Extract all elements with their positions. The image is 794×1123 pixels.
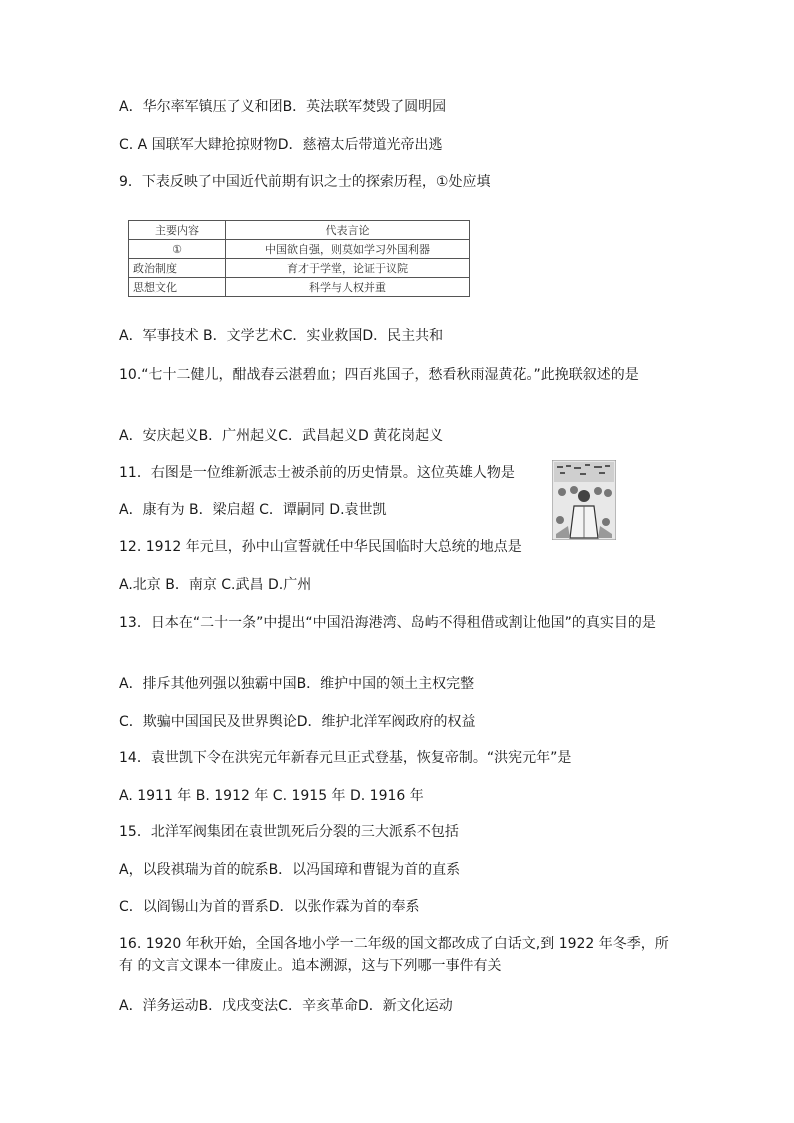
q15-options-ab: A，以段祺瑞为首的皖系B．以冯国璋和曹锟为首的直系	[119, 862, 461, 878]
q15-stem: 15．北洋军阀集团在袁世凯死后分裂的三大派系不包括	[119, 824, 459, 840]
table-cell: ①	[129, 240, 226, 259]
q10-options: A．安庆起义B．广州起义C．武昌起义D 黄花岗起义	[119, 428, 444, 444]
q14-options: A. 1911 年 B. 1912 年 C. 1915 年 D. 1916 年	[119, 788, 424, 804]
table-cell: 科学与人权并重	[226, 278, 470, 297]
q14-stem: 14．袁世凯下令在洪宪元年新春元旦正式登基，恢复帝制。“洪宪元年”是	[119, 750, 572, 766]
q13-options-cd: C．欺骗中国国民及世界舆论D．维护北洋军阀政府的权益	[119, 714, 476, 730]
table-row	[129, 259, 470, 278]
q15-options-cd: C．以阎锡山为首的晋系D．以张作霖为首的奉系	[119, 899, 420, 915]
table-cell: 思想文化	[129, 278, 226, 297]
q16-options: A．洋务运动B．戊戌变法C．辛亥革命D．新文化运动	[119, 998, 453, 1014]
q9-stem: 9．下表反映了中国近代前期有识之士的探索历程，①处应填	[119, 174, 491, 190]
q8-options-cd: C. A 国联军大肆抢掠财物D．慈禧太后带道光帝出逃	[119, 137, 443, 153]
table-cell: 育才于学堂，论证于议院	[226, 259, 470, 278]
table-header: 主要内容	[129, 221, 226, 240]
table-row	[129, 240, 470, 259]
q11-stem: 11．右图是一位维新派志士被杀前的历史情景。这位英雄人物是	[119, 465, 515, 481]
q10-stem: 10.“七十二健儿，酣战春云湛碧血；四百兆国子，愁看秋雨湿黄花。”此挽联叙述的是	[119, 367, 639, 383]
q12-options: A.北京 B．南京 C.武昌 D.广州	[119, 577, 312, 593]
q12-stem: 12. 1912 年元旦，孙中山宣誓就任中华民国临时大总统的地点是	[119, 539, 522, 555]
execution-scene-illustration-icon	[552, 460, 616, 540]
table-header: 代表言论	[226, 221, 470, 240]
q11-options: A．康有为 B．梁启超 C．谭嗣同 D.袁世凯	[119, 502, 387, 518]
q13-options-ab: A．排斥其他列强以独霸中国B．维护中国的领土主权完整	[119, 676, 475, 692]
q8-options-ab: A．华尔率军镇压了义和团B．英法联军焚毁了圆明园	[119, 99, 447, 115]
table-row	[129, 278, 470, 297]
table-cell: 政治制度	[129, 259, 226, 278]
q9-table	[128, 220, 470, 297]
q16-stem: 16. 1920 年秋开始，全国各地小学一二年级的国文都改成了白话文,到 1922 年冬季，所有 的文言文课本一律废止。追本溯源，这与下列哪一事件有关	[119, 936, 669, 974]
q9-options: A．军事技术 B．文学艺术C．实业救国D．民主共和	[119, 328, 444, 344]
q13-stem: 13．日本在“二十一条”中提出“中国沿海港湾、岛屿不得租借或割让他国”的真实目的是	[119, 615, 656, 631]
table-header-row	[129, 221, 470, 240]
table-cell: 中国欲自强，则莫如学习外国利器	[226, 240, 470, 259]
